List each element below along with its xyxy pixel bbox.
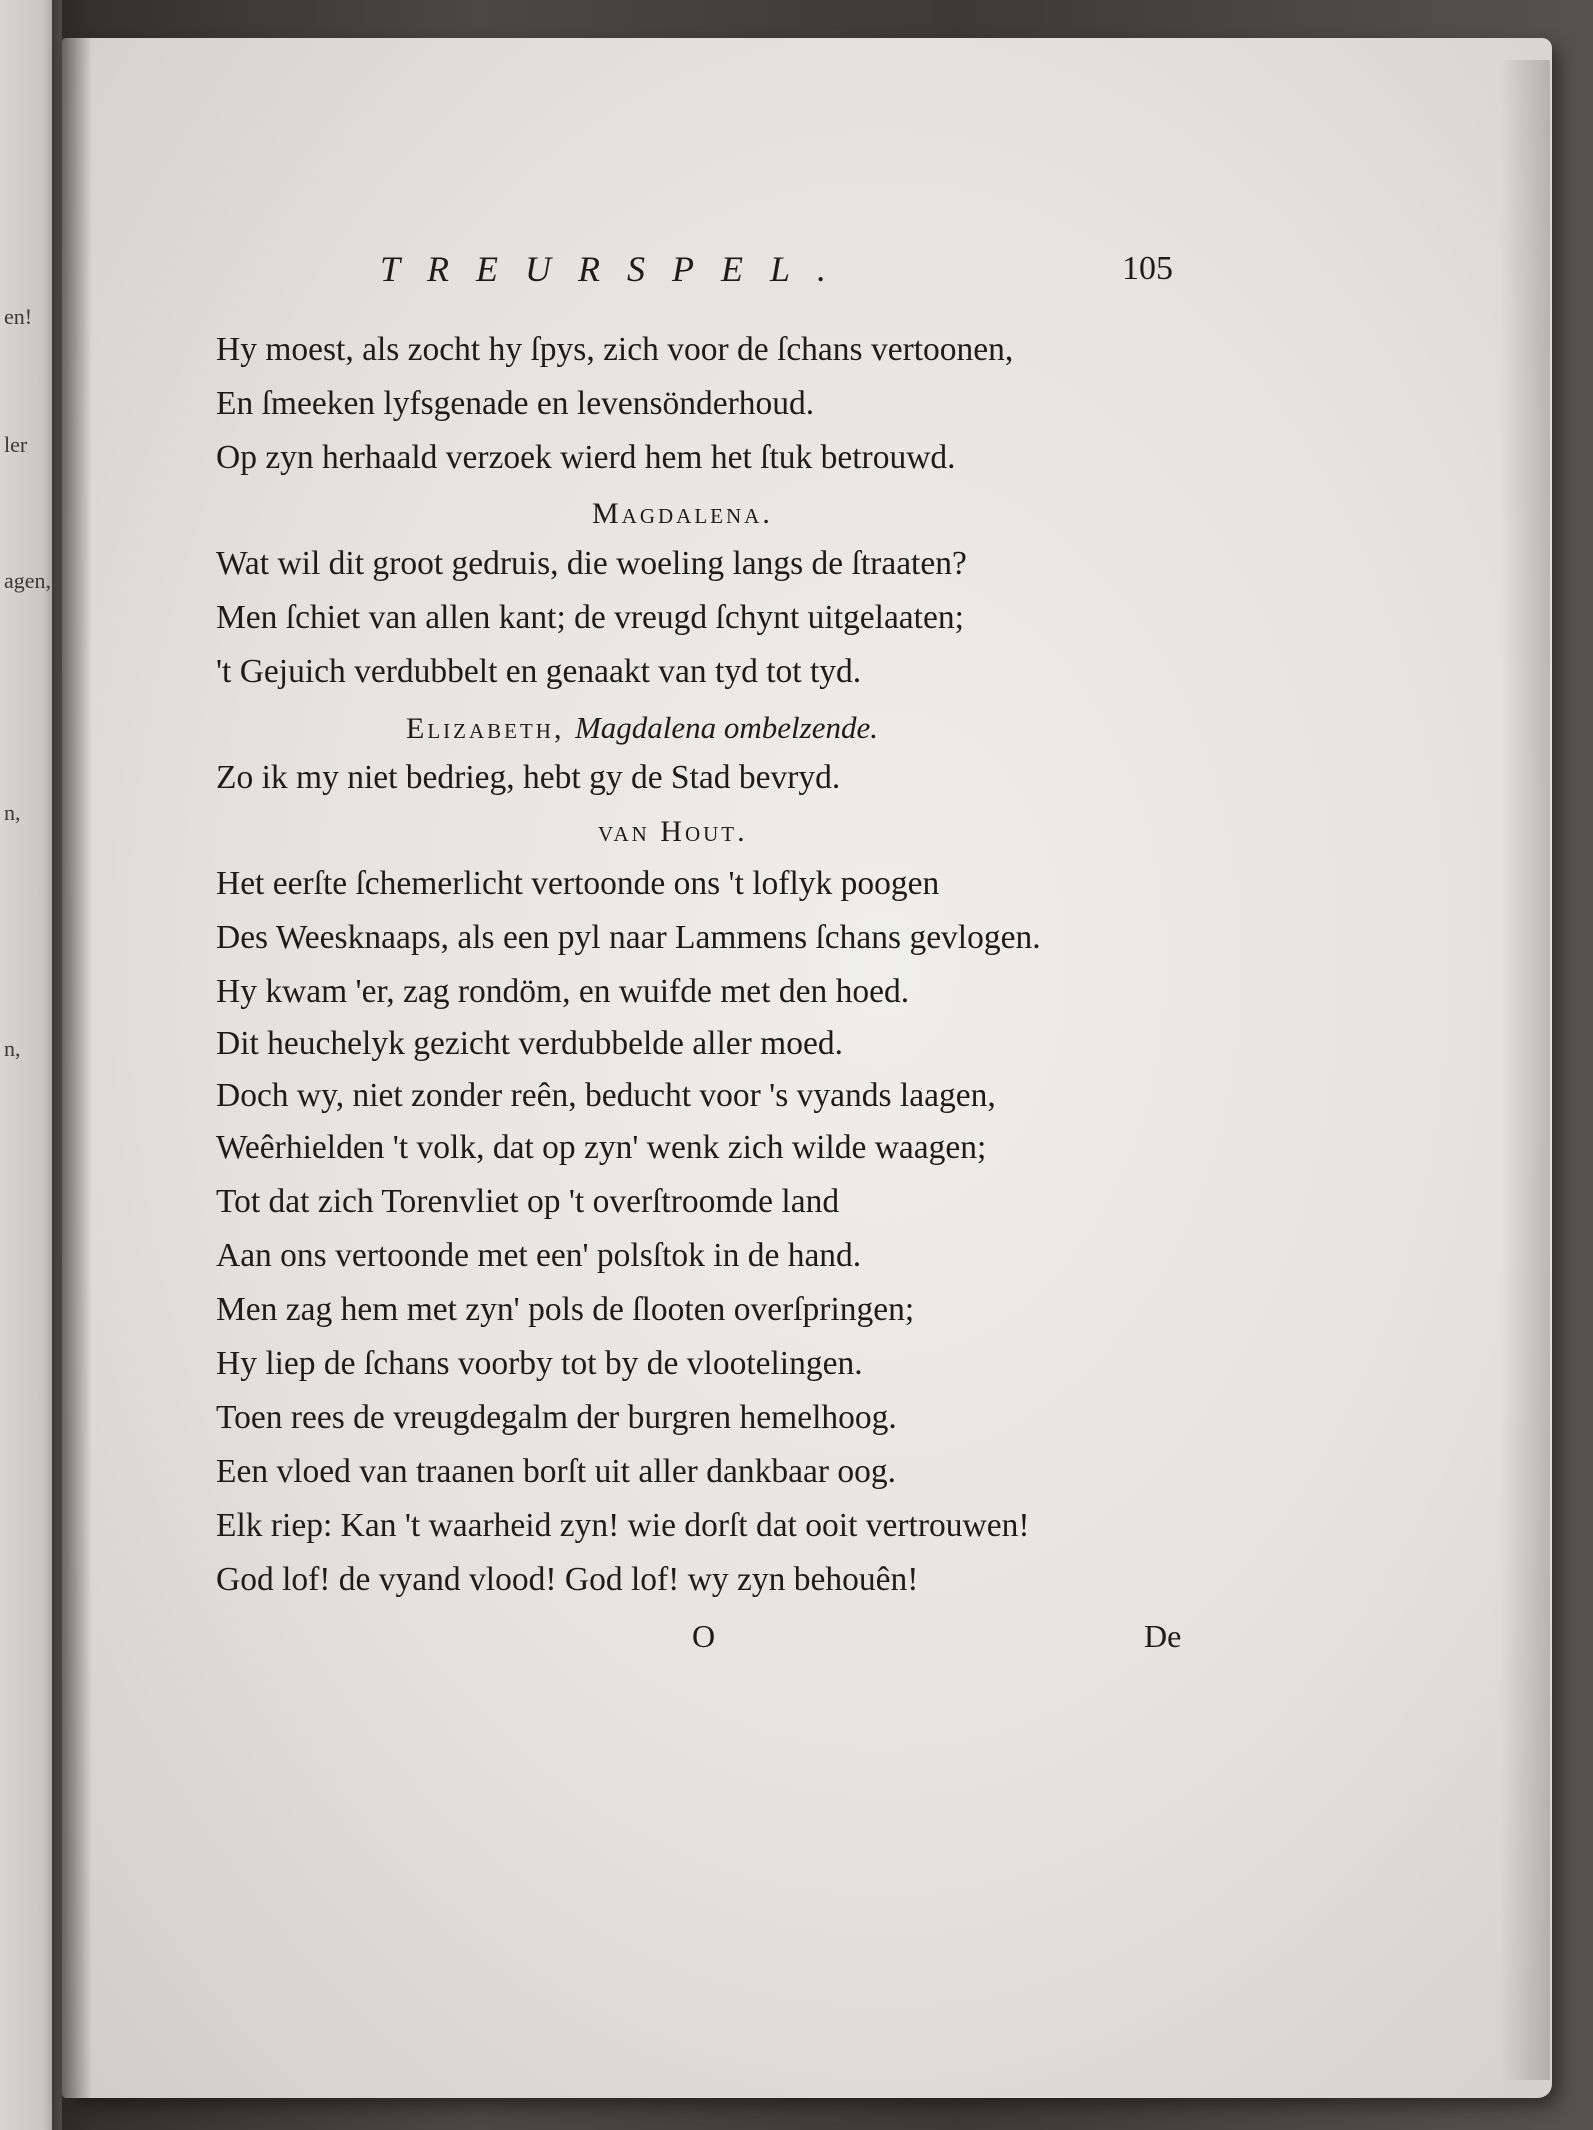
- stage-direction: Magdalena ombelzende.: [574, 710, 879, 745]
- verse-line: Op zyn herhaald verzoek wierd hem het ſtuk betrouwd.: [216, 439, 956, 476]
- verse-line: Doch wy, niet zonder reên, beducht voor 's vyands laagen,: [216, 1077, 996, 1114]
- verse-line: Een vloed van traanen borſt uit aller dankbaar oog.: [216, 1453, 896, 1490]
- verse-line: 't Gejuich verdubbelt en genaakt van tyd tot tyd.: [216, 653, 862, 690]
- verse-line: Weêrhielden 't volk, dat op zyn' wenk zich wilde waagen;: [216, 1129, 987, 1166]
- running-head: TREURSPEL.: [380, 249, 853, 289]
- page-number: 105: [1122, 250, 1173, 287]
- speaker-name: Magdalena.: [592, 497, 773, 530]
- verse-line: Wat wil dit groot gedruis, die woeling langs de ſtraaten?: [216, 545, 967, 582]
- speaker-heading: [406, 708, 878, 749]
- facing-page-fragment: ler: [4, 432, 28, 457]
- verse-line: Dit heuchelyk gezicht verdubbelde aller moed.: [216, 1025, 843, 1062]
- verse-line: Het eerſte ſchemerlicht vertoonde ons 't loflyk poogen: [216, 865, 940, 902]
- verse-line: Aan ons vertoonde met een' polsſtok in de hand.: [216, 1237, 862, 1274]
- facing-page-fragment: n,: [4, 1036, 21, 1061]
- verse-line: Toen rees de vreugdegalm der burgren hemelhoog.: [216, 1399, 897, 1436]
- verse-line: God lof! de vyand vlood! God lof! wy zyn behouên!: [216, 1561, 919, 1598]
- verse-line: Tot dat zich Torenvliet op 't overſtroomde land: [216, 1183, 840, 1220]
- verse-line: Men zag hem met zyn' pols de ſlooten overſpringen;: [216, 1291, 915, 1328]
- verse-line: Hy liep de ſchans voorby tot by de vlootelingen.: [216, 1345, 863, 1382]
- facing-page-fragment: n,: [4, 800, 21, 825]
- verse-line: En ſmeeken lyfsgenade en levensönderhoud.: [216, 385, 815, 422]
- signature-mark: O: [692, 1618, 716, 1654]
- verse-line: Zo ik my niet bedrieg, hebt gy de Stad bevryd.: [216, 759, 841, 796]
- facing-page-fragment: agen,: [4, 568, 52, 593]
- facing-page-fragment: en!: [4, 304, 33, 329]
- verse-line: Men ſchiet van allen kant; de vreugd ſchynt uitgelaaten;: [216, 599, 964, 636]
- verse-line: Hy kwam 'er, zag rondöm, en wuifde met den hoed.: [216, 973, 910, 1010]
- speaker-name: Elizabeth,: [406, 712, 565, 745]
- verse-line: Elk riep: Kan 't waarheid zyn! wie dorſt dat ooit vertrouwen!: [216, 1507, 1030, 1544]
- speaker-name: van Hout.: [598, 815, 748, 848]
- verse-line: Hy moest, als zocht hy ſpys, zich voor de ſchans vertoonen,: [216, 331, 1014, 368]
- verse-line: Des Weesknaaps, als een pyl naar Lammens ſchans gevlogen.: [216, 919, 1041, 956]
- catchword: De: [1144, 1618, 1182, 1654]
